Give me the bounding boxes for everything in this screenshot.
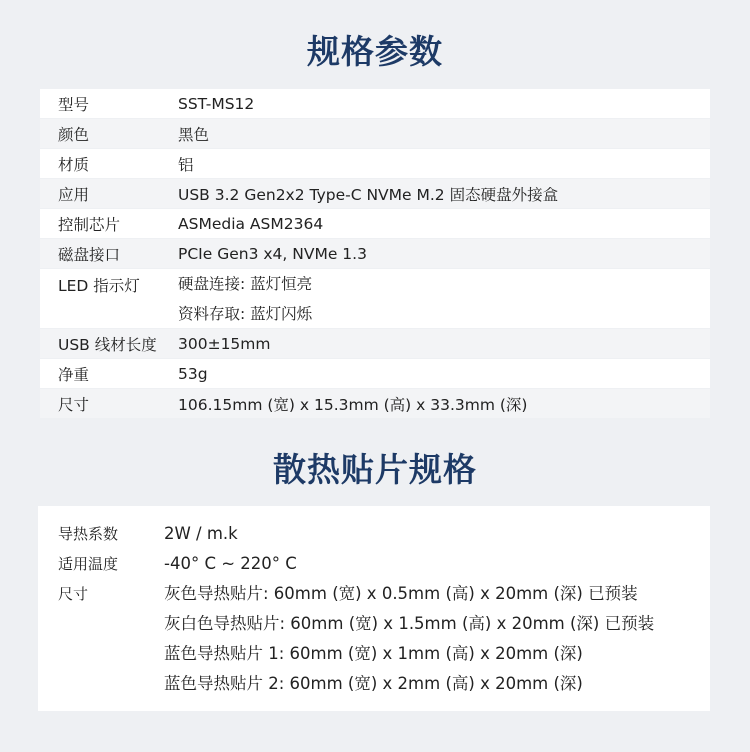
spec-row-interface [40, 239, 710, 269]
thermal-values [164, 523, 238, 553]
spec-row-model [40, 89, 710, 119]
thermal-row-temperature [38, 553, 297, 583]
thermal-value: 2W / m.k [164, 524, 238, 543]
spec-value: SST-MS12 [178, 94, 255, 113]
spec-row-application [40, 179, 710, 209]
thermal-row-conductivity [38, 523, 238, 553]
thermal-row-dimensions [38, 583, 654, 703]
spec-row-color [40, 119, 710, 149]
spec-label: 颜色 [58, 125, 90, 144]
thermal-value: -40° C ~ 220° C [164, 554, 297, 573]
thermal-value: 蓝色导热贴片 1: 60mm (宽) x 1mm (高) x 20mm (深) [164, 644, 583, 663]
thermal-value: 灰白色导热贴片: 60mm (宽) x 1.5mm (高) x 20mm (深) 已预装 [164, 614, 655, 633]
spec-value [178, 269, 710, 329]
spec-value: 铝 [178, 155, 194, 174]
thermal-values [164, 583, 654, 703]
thermal-label: 尺寸 [58, 585, 89, 603]
spec-label: LED 指示灯 [58, 277, 140, 295]
spec-label: 材质 [58, 155, 90, 174]
thermal-panel [38, 506, 710, 711]
spec-row-cable [40, 329, 710, 359]
spec-value: 106.15mm (宽) x 15.3mm (高) x 33.3mm (深) [178, 395, 528, 414]
spec-label: 尺寸 [58, 395, 90, 414]
led-line: 硬盘连接: 蓝灯恒亮 [178, 275, 313, 293]
spec-label: 型号 [58, 95, 90, 114]
spec-title: 规格参数 [307, 32, 443, 71]
thermal-value: 蓝色导热贴片 2: 60mm (宽) x 2mm (高) x 20mm (深) [164, 674, 583, 693]
spec-value: 300±15mm [178, 334, 271, 353]
spec-label: USB 线材长度 [58, 335, 157, 354]
thermal-label: 导热系数 [58, 525, 119, 543]
spec-value: 53g [178, 364, 208, 383]
spec-label: 控制芯片 [58, 215, 121, 234]
thermal-title: 散热贴片规格 [273, 450, 477, 489]
spec-row-dimensions [40, 389, 710, 419]
spec-label: 应用 [58, 185, 90, 204]
spec-row-led [40, 269, 710, 329]
spec-row-material [40, 149, 710, 179]
spec-value: 黑色 [178, 125, 210, 144]
spec-table [40, 89, 710, 419]
spec-value: USB 3.2 Gen2x2 Type-C NVMe M.2 固态硬盘外接盒 [178, 185, 559, 204]
led-line: 资料存取: 蓝灯闪烁 [178, 305, 313, 323]
spec-value: ASMedia ASM2364 [178, 214, 324, 233]
spec-row-controller [40, 209, 710, 239]
spec-label: 净重 [58, 365, 90, 384]
spec-value: PCIe Gen3 x4, NVMe 1.3 [178, 244, 367, 263]
thermal-value: 灰色导热贴片: 60mm (宽) x 0.5mm (高) x 20mm (深) 已预装 [164, 584, 638, 603]
thermal-values [164, 553, 297, 583]
spec-row-weight [40, 359, 710, 389]
thermal-label: 适用温度 [58, 555, 119, 573]
spec-label: 磁盘接口 [58, 245, 121, 264]
